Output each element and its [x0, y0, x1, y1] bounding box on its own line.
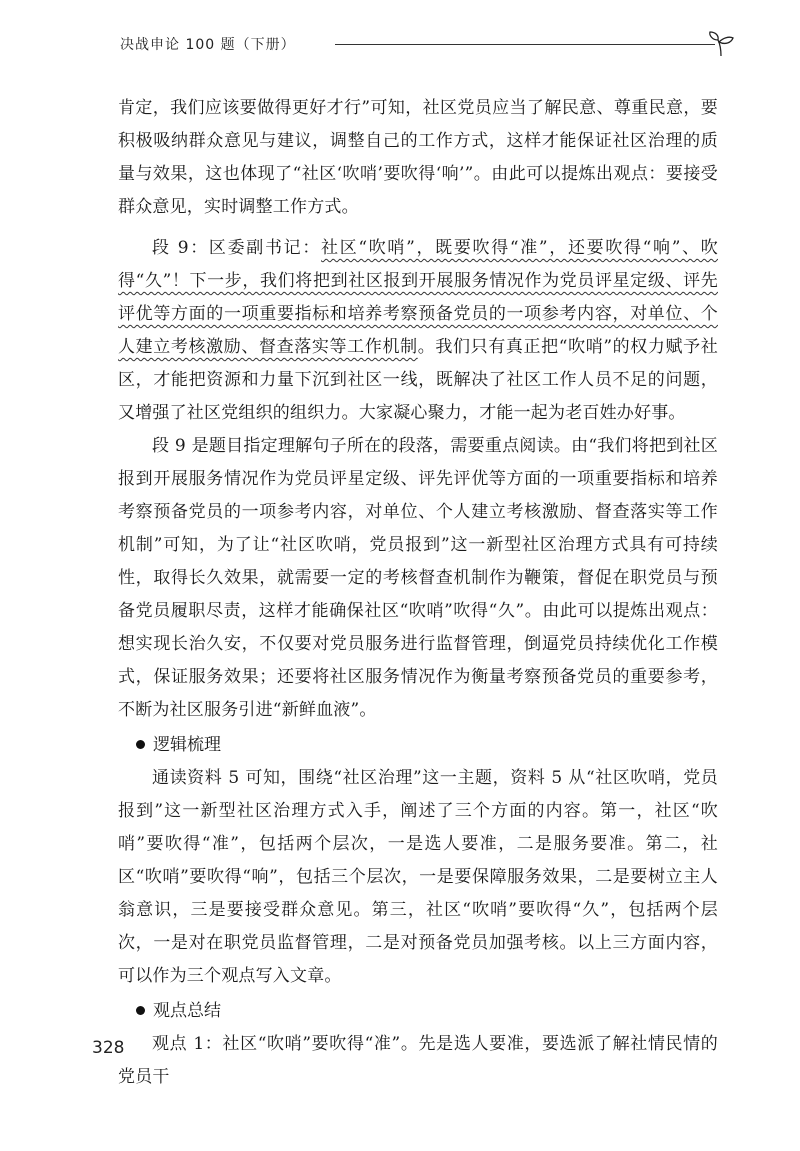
- page-number: 328: [92, 1038, 125, 1058]
- section-heading-logic: [118, 729, 718, 762]
- body-text: [118, 92, 718, 1094]
- sprout-leaf-icon: [706, 30, 736, 58]
- header-rule: [335, 44, 715, 45]
- section-heading-summary: [118, 995, 718, 1028]
- paragraph-logic: 通读资料 5 可知，围绕“社区治理”这一主题，资料 5 从“社区吹哨，党员报到”这一新型社区治理方式入手，阐述了三个方面的内容。第一，社区“吹哨”要吹得“准”，包括两个层次，一是选人要准，二是服务要准。第二，社区“吹哨”要吹得“响”，包括三个层次，一是要保障服务效果，二是要树立主人翁意识，三是要接受群众意见。第三，社区“吹哨”要吹得“久”，包括两个层次，一是对在职党员监督管理，二是对预备党员加强考核。以上三方面内容，可以作为三个观点写入文章。: [118, 768, 718, 986]
- paragraph-analysis: 段 9 是题目指定理解句子所在的段落，需要重点阅读。由“我们将把到社区报到开展服务情况作为党员评星定级、评先评优等方面的一项重要指标和培养考察预备党员的一项参考内容，对单位、个人建立考核激励、督查落实等工作机制”可知，为了让“社区吹哨，党员报到”这一新型社区治理方式具有可持续性，取得长久效果，就需要一定的考核督查机制作为鞭策，督促在职党员与预备党员履职尽责，这样才能确保社区“吹哨”吹得“久”。由此可以提炼出观点：想实现长治久安，不仅要对党员服务进行监督管理，倒逼党员持续优化工作模式，保证服务效果；还要将社区服务情况作为衡量考察预备党员的重要参考，不断为社区服务引进“新鲜血液”。: [118, 436, 718, 720]
- header-title: 决战申论 100 题（下册）: [120, 37, 296, 53]
- section-9-label: 段 9：区委副书记：: [152, 238, 322, 258]
- paragraph-viewpoint-1: 观点 1：社区“吹哨”要吹得“准”。先是选人要准，要选派了解社情民情的党员干: [118, 1034, 718, 1087]
- bullet-dot-icon: [136, 740, 145, 749]
- bullet-dot-icon: [136, 1006, 145, 1015]
- running-header: [120, 30, 730, 62]
- underlined-quote: 社区“吹哨”，既要吹得“准”，还要吹得“响”、吹得“久”！下一步，我们将把到社区报到开展服务情况作为党员评星定级、评先评优等方面的一项重要指标和培养考察预备党员的一项参考内容，对单位、个人建立考核激励、督查落实等工作机制: [118, 238, 718, 357]
- section-heading-label: 观点总结: [153, 1001, 221, 1021]
- paragraph-continued: 肯定，我们应该要做得更好才行”可知，社区党员应当了解民意、尊重民意，要积极吸纳群众意见与建议，调整自己的工作方式，这样才能保证社区治理的质量与效果，这也体现了“社区‘吹哨’要吹得‘响’”。由此可以提炼出观点：要接受群众意见，实时调整工作方式。: [118, 98, 718, 217]
- section-heading-label: 逻辑梳理: [153, 735, 221, 755]
- paragraph-section-9: [118, 232, 718, 430]
- section-9-rest: 。我们只有真正把“吹哨”的权力赋予社区，才能把资源和力量下沉到社区一线，既解决了社区工作人员不足的问题，又增强了社区党组织的组织力。大家凝心聚力，才能一起为老百姓办好事。: [118, 337, 719, 423]
